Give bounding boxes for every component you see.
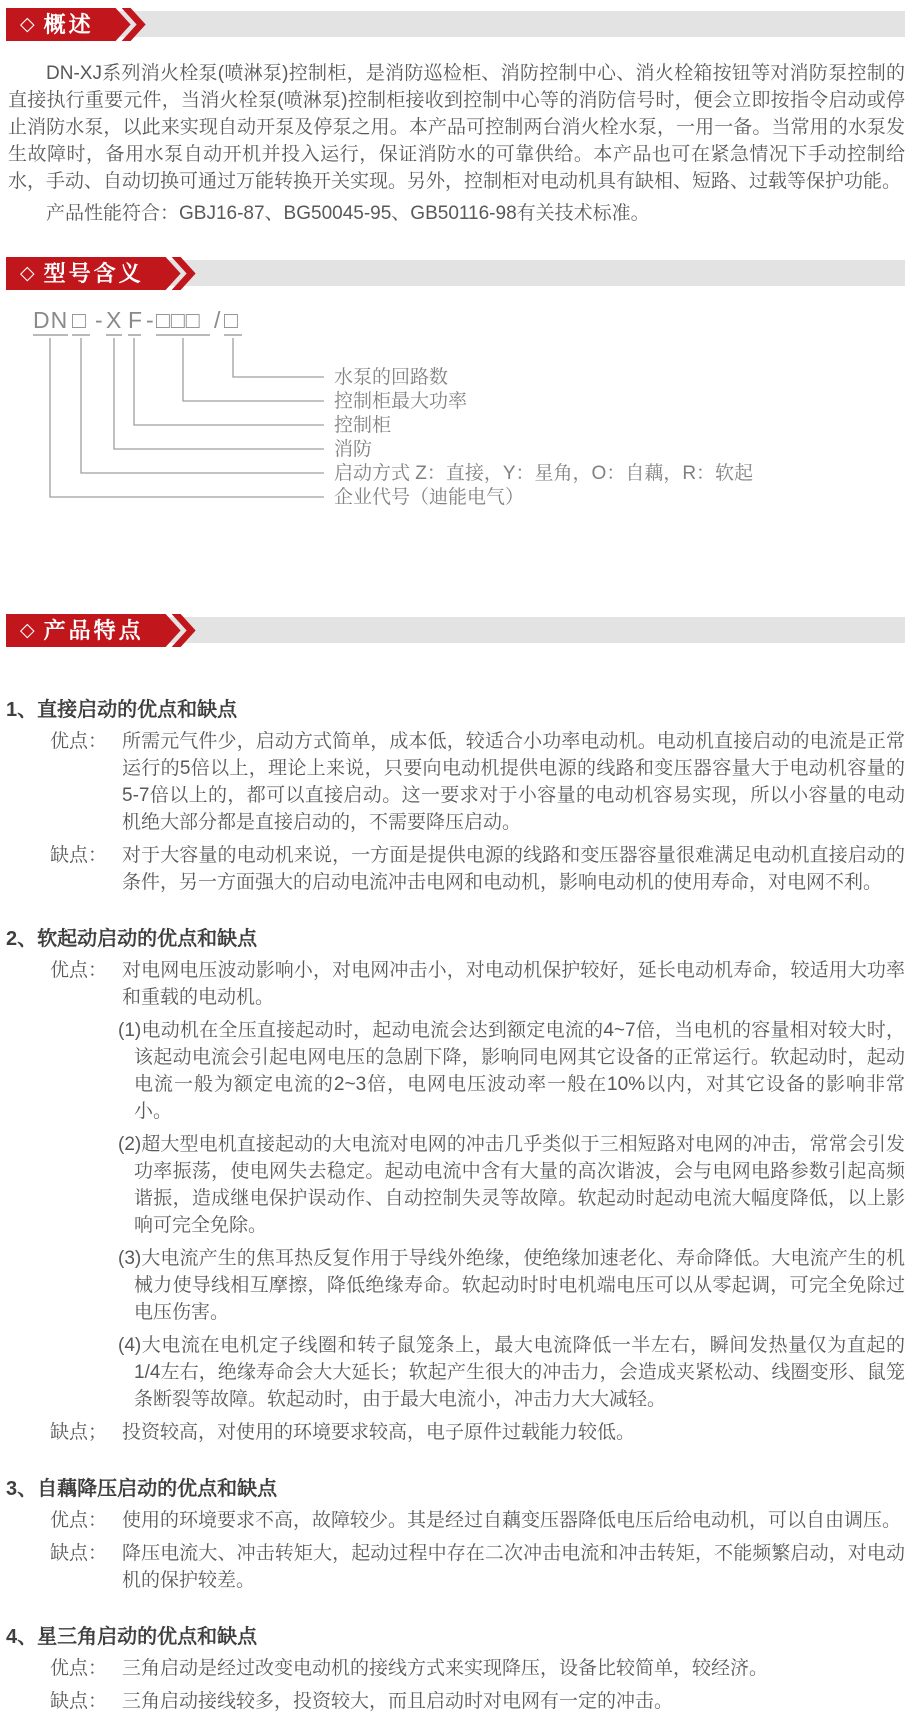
row-label: 缺点： <box>50 1543 108 1564</box>
svg-text:F: F <box>128 307 144 333</box>
model-ribbon <box>6 257 196 290</box>
feature-heading-3: 3、自藕降压启动的优点和缺点 <box>6 1478 278 1500</box>
row-text: 对于大容量的电动机来说，一方面是提供电源的线路和变压器容量很难满足电动机直接启动的条件，另一方面强大的启动电流冲击电网和电动机，影响电动机的使用寿命，对电网不利。 <box>122 845 905 893</box>
row-text: 三角启动接线较多，投资较大，而且启动时对电网有一定的冲击。 <box>122 1691 674 1712</box>
row-label: 缺点： <box>50 845 108 866</box>
model-diagram-label: 消防 <box>334 439 373 460</box>
svg-text:-: - <box>95 307 104 333</box>
svg-text:/: / <box>214 307 222 333</box>
model-code-diagram <box>0 302 920 514</box>
model-diagram-label: 控制柜最大功率 <box>334 391 468 412</box>
model-diagram-label: 启动方式 Z：直接，Y：星角，O：自藕，R：软起 <box>334 463 754 484</box>
features-ribbon <box>6 614 196 647</box>
feature-note-1: (1)电动机在全压直接起动时，起动电流会达到额定电流的4~7倍，当电机的容量相对较大时，该起动电流会引起电网电压的急剧下降，影响同电网其它设备的正常运行。软起动时，起动电流一般为额定电流的2~3倍，电网电压波动率一般在10%以内，对其它设备的影响非常小。 <box>118 1020 905 1122</box>
svg-text:□: □ <box>72 307 87 333</box>
features-banner-title: 产品特点 <box>43 618 144 643</box>
feature-pro-row <box>50 1507 905 1534</box>
feature-heading-2: 2、软起动启动的优点和缺点 <box>6 928 258 950</box>
model-diagram-label: 控制柜 <box>334 415 392 436</box>
row-label: 优点： <box>50 1658 108 1679</box>
overview-section-banner <box>6 8 905 41</box>
feature-note-2: (2)超大型电机直接起动的大电流对电网的冲击几乎类似于三相短路对电网的冲击，常常会引发功率振荡，使电网失去稳定。起动电流中含有大量的高次谐波，会与电网电路参数引起高频谐振，造成继电保护误动作、自动控制失灵等故障。软起动时起动电流大幅度降低，以上影响可完全免除。 <box>118 1134 905 1236</box>
model-diagram-labels <box>334 366 753 508</box>
feature-note-4: (4)大电流在电机定子线圈和转子鼠笼条上，最大电流降低一半左右，瞬间发热量仅为直起的1/4左右，绝缘寿命会大大延长；软起产生很大的冲击力，会造成夹紧松动、线圈变形、鼠笼条断裂等故障。软起动时，由于最大电流小，冲击力大大减轻。 <box>118 1335 905 1410</box>
standards-paragraph: 产品性能符合：GBJ16-87、BG50045-95、GB50116-98有关技术标准。 <box>46 203 650 224</box>
model-diagram-label: 企业代号（迪能电气） <box>334 487 525 508</box>
features-section-banner <box>6 614 905 647</box>
feature-pro-row <box>50 728 905 836</box>
diamond-icon: ◇ <box>20 620 35 641</box>
diagram-connector-lines <box>50 338 324 497</box>
features-list <box>0 697 920 1729</box>
model-code-text <box>33 307 239 333</box>
feature-con-row <box>50 1419 905 1446</box>
svg-text:□: □ <box>224 307 239 333</box>
model-banner-title: 型号含义 <box>43 261 144 286</box>
row-text: 三角启动是经过改变电动机的接线方式来实现降压，设备比较简单，较经济。 <box>122 1658 769 1679</box>
svg-text:-: - <box>146 307 155 333</box>
diamond-icon: ◇ <box>20 263 35 284</box>
feature-con-row <box>50 1540 905 1594</box>
diamond-icon: ◇ <box>20 14 35 35</box>
row-text: 对电网电压波动影响小，对电网冲击小，对电动机保护较好，延长电动机寿命，较适用大功率和重载的电动机。 <box>122 960 905 1008</box>
svg-text:□□□: □□□ <box>156 307 201 333</box>
overview-paragraph: DN-XJ系列消火栓泵(喷淋泵)控制柜，是消防巡检柜、消防控制中心、消火栓箱按钮等对消防泵控制的直接执行重要元件，当消火栓泵(喷淋泵)控制柜接收到控制中心等的消防信号时，便会立即按指令启动或停止消防水泵，以此来实现自动开泵及停泵之用。本产品可控制两台消火栓水泵，一用一备。当常用的水泵发生故障时，备用水泵自动开机并投入运行，保证消防水的可靠供给。本产品也可在紧急情况下手动控制给水，手动、自动切换可通过万能转换开关实现。另外，控制柜对电动机具有缺相、短路、过载等保护功能。 <box>8 63 905 192</box>
model-diagram-label: 水泵的回路数 <box>334 367 449 388</box>
feature-heading-4: 4、星三角启动的优点和缺点 <box>6 1626 258 1648</box>
row-label: 优点： <box>50 731 108 752</box>
row-label: 缺点： <box>50 1691 108 1712</box>
datasheet-page <box>0 8 920 1729</box>
row-text: 投资较高，对使用的环境要求较高，电子原件过载能力较低。 <box>122 1422 636 1443</box>
row-text: 所需元气件少，启动方式简单，成本低，较适合小功率电动机。电动机直接启动的电流是正常运行的5倍以上，理论上来说，只要向电动机提供电源的线路和变压器容量大于电动机容量的5-7倍以上的，都可以直接启动。这一要求对于小容量的电动机容易实现，所以小容量的电动机绝大部分都是直接启动的，不需要降压启动。 <box>122 731 905 833</box>
row-label: 缺点； <box>50 1422 108 1443</box>
row-text: 使用的环境要求不高，故障较少。其是经过自藕变压器降低电压后给电动机，可以自由调压。 <box>122 1510 902 1531</box>
row-label: 优点： <box>50 1510 108 1531</box>
row-label: 优点： <box>50 960 108 981</box>
svg-text:DN: DN <box>33 307 69 333</box>
row-text: 降压电流大、冲击转矩大，起动过程中存在二次冲击电流和冲击转矩，不能频繁启动，对电动机的保护较差。 <box>122 1543 905 1591</box>
feature-con-row <box>50 842 905 896</box>
feature-heading-1: 1、直接启动的优点和缺点 <box>6 699 238 721</box>
feature-pro-row <box>50 957 905 1011</box>
overview-ribbon <box>6 8 146 41</box>
feature-note-3: (3)大电流产生的焦耳热反复作用于导线外绝缘，使绝缘加速老化、寿命降低。大电流产生的机械力使导线相互摩擦，降低绝缘寿命。软起动时时电机端电压可以从零起调，可完全免除过电压伤害。 <box>118 1248 905 1323</box>
feature-pro-row <box>50 1655 905 1682</box>
svg-text:X: X <box>106 307 123 333</box>
model-section-banner <box>6 257 905 290</box>
overview-banner-title: 概述 <box>43 12 94 37</box>
feature-con-row <box>50 1688 905 1715</box>
